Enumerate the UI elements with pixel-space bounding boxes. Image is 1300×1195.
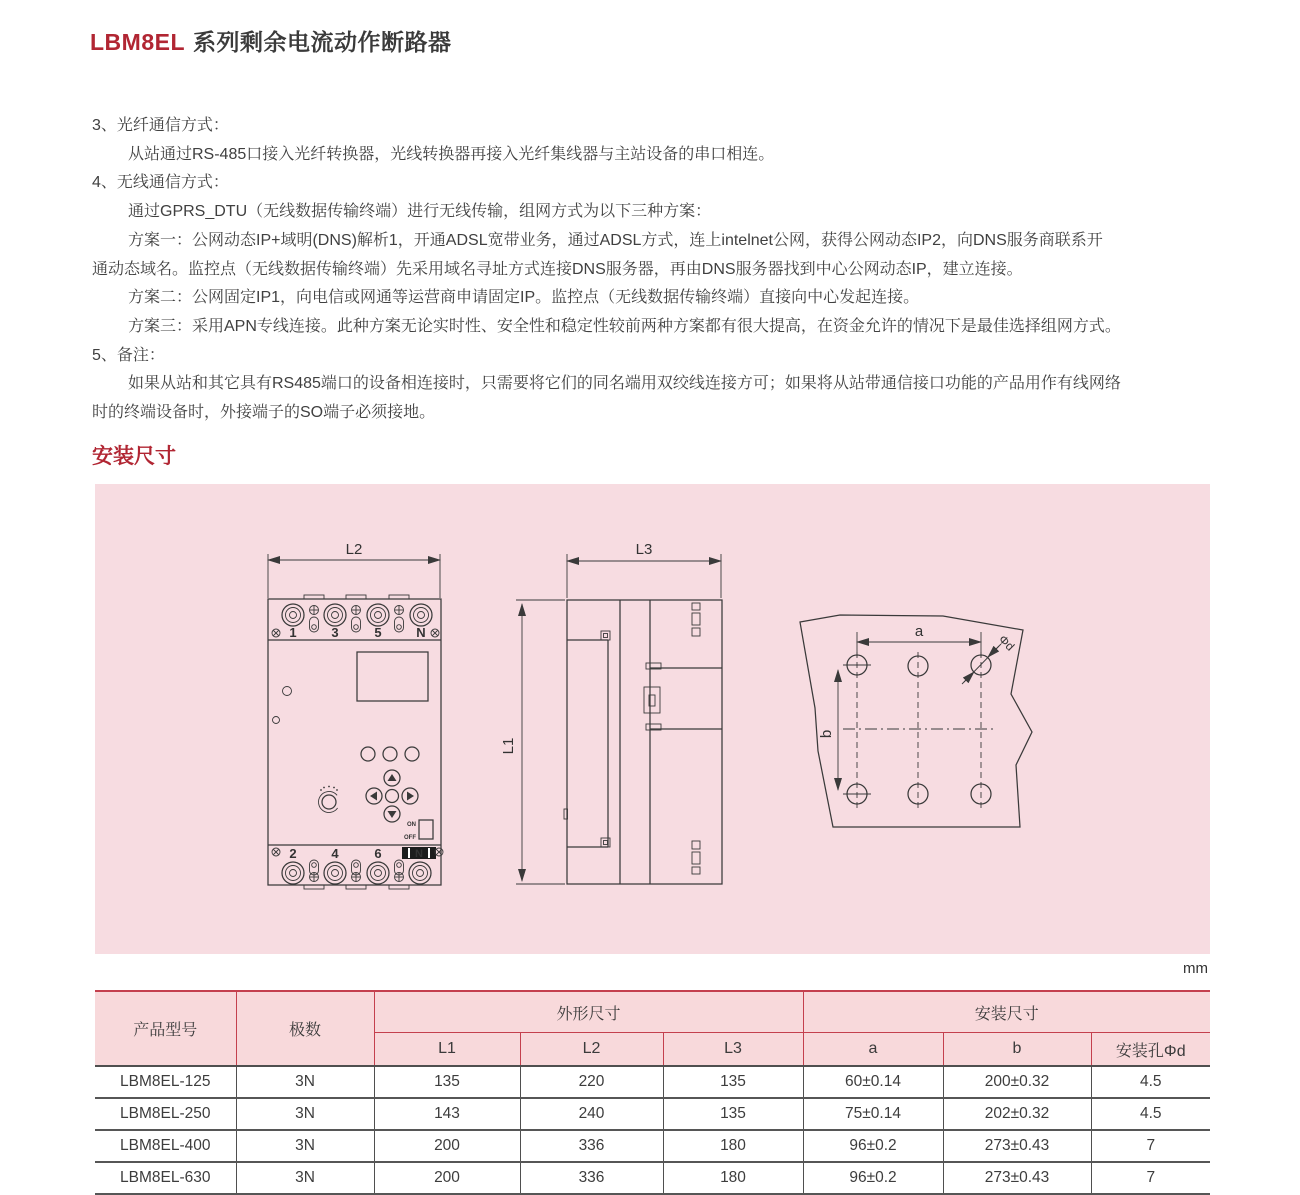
table-row <box>95 1066 1210 1098</box>
front-view-drawing <box>268 541 443 889</box>
body-text-line: 方案三：采用APN专线连接。此种方案无论实时性、安全性和稳定性较前两种方案都有很大提高，在资金允许的情况下是最佳选择组网方式。 <box>128 317 1121 335</box>
body-text-line: 3、光纤通信方式： <box>92 117 229 134</box>
section-heading-install-dimensions: 安装尺寸 <box>92 445 176 468</box>
dim-label-b: b <box>818 729 835 739</box>
cell-model: LBM8EL-630 <box>95 1162 236 1194</box>
cell-l1: 200 <box>374 1130 520 1162</box>
cell-b: 273±0.43 <box>943 1162 1091 1194</box>
cell-a: 60±0.14 <box>803 1066 943 1098</box>
cell-l1: 200 <box>374 1162 520 1194</box>
cell-a: 96±0.2 <box>803 1130 943 1162</box>
cell-poles: 3N <box>236 1130 374 1162</box>
cell-hole-d: 7 <box>1091 1162 1210 1194</box>
bottom-terminal-circles <box>282 862 431 884</box>
cell-b: 273±0.43 <box>943 1130 1091 1162</box>
terminal-label: 6 <box>374 846 382 861</box>
cell-l3: 180 <box>663 1130 803 1162</box>
col-header-hole-diameter: 安装孔Φd <box>1091 1033 1210 1067</box>
cell-a: 75±0.14 <box>803 1098 943 1130</box>
cell-l2: 240 <box>520 1098 663 1130</box>
cell-hole-d: 4.5 <box>1091 1066 1210 1098</box>
body-text-line: 通过GPRS_DTU（无线数据传输终端）进行无线传输，组网方式为以下三种方案： <box>128 203 712 221</box>
cell-l3: 135 <box>663 1066 803 1098</box>
cell-b: 202±0.32 <box>943 1098 1091 1130</box>
cell-hole-d: 7 <box>1091 1130 1210 1162</box>
top-terminal-circles <box>282 604 432 626</box>
body-text-line: 从站通过RS-485口接入光纤转换器，光线转换器再接入光纤集线器与主站设备的串口相连。 <box>128 145 775 163</box>
page-title <box>90 24 452 57</box>
cell-l3: 180 <box>663 1162 803 1194</box>
col-header-l3: L3 <box>663 1033 803 1067</box>
col-header-l1: L1 <box>374 1033 520 1067</box>
col-header-l2: L2 <box>520 1033 663 1067</box>
dimension-table <box>95 990 1210 1195</box>
cell-poles: 3N <box>236 1066 374 1098</box>
dim-label-hole-diameter: Φd <box>995 632 1018 654</box>
rotary-knob <box>314 786 343 817</box>
body-text-line: 方案二：公网固定IP1，向电信或网通等运营商申请固定IP。监控点（无线数据传输终端）直接向中心发起连接。 <box>128 289 920 307</box>
cell-model: LBM8EL-250 <box>95 1098 236 1130</box>
body-text-line: 方案一：公网动态IP+域明(DNS)解析1，开通ADSL宽带业务，通过ADSL方式，连上intelnet公网，获得公网动态IP2，向DNS服务商联系开 <box>128 231 1103 249</box>
switch-off-label: OFF <box>404 835 416 841</box>
terminal-label: 2 <box>289 846 297 861</box>
unit-label: mm <box>1183 960 1208 977</box>
cell-l3: 135 <box>663 1098 803 1130</box>
corner-screw-icon <box>272 629 439 637</box>
cell-a: 96±0.2 <box>803 1162 943 1194</box>
cell-l2: 336 <box>520 1130 663 1162</box>
cell-model: LBM8EL-125 <box>95 1066 236 1098</box>
dpad-buttons <box>366 770 418 822</box>
table-row <box>95 1098 1210 1130</box>
din-clip-icon <box>692 603 700 874</box>
body-text-line: 通动态域名。监控点（无线数据传输终端）先采用域名寻址方式连接DNS服务器，再由DNS服务器找到中心公网动态IP，建立连接。 <box>92 260 1023 278</box>
page-title-text: 系列剩余电流动作断路器 <box>193 29 452 55</box>
col-group-install-dimensions: 安装尺寸 <box>803 991 1210 1033</box>
dim-label-l2: L2 <box>345 541 363 558</box>
col-header-a: a <box>803 1033 943 1067</box>
body-text-line: 4、无线通信方式： <box>92 174 229 192</box>
top-terminal-screws <box>310 606 404 633</box>
body-text-line: 5、备注： <box>92 346 165 364</box>
terminal-label: 4 <box>331 846 339 861</box>
dim-label-l1: L1 <box>500 737 517 755</box>
body-text-line: 如果从站和其它具有RS485端口的设备相连接时，只需要将它们的同名端用双绞线连接方可；如果将从站带通信接口功能的产品用作有线网络 <box>128 375 1121 393</box>
cell-model: LBM8EL-400 <box>95 1130 236 1162</box>
col-header-model: 产品型号 <box>95 991 236 1066</box>
cell-poles: 3N <box>236 1098 374 1130</box>
col-group-outline-dimensions: 外形尺寸 <box>374 991 803 1033</box>
body-text-line: 时的终端设备时，外接端子的SO端子必须接地。 <box>92 404 436 422</box>
side-view-drawing <box>500 541 722 884</box>
terminal-label: N <box>416 625 426 640</box>
cell-l2: 336 <box>520 1162 663 1194</box>
switch-on-label: ON <box>407 822 416 828</box>
cell-hole-d: 4.5 <box>1091 1098 1210 1130</box>
display-window <box>357 652 428 701</box>
on-off-switch <box>404 820 433 841</box>
dimension-drawing-panel <box>95 484 1210 954</box>
cell-l1: 135 <box>374 1066 520 1098</box>
col-header-poles: 极数 <box>236 991 374 1066</box>
terminal-label: N <box>415 848 423 860</box>
terminal-label: 5 <box>374 625 382 640</box>
cell-l1: 143 <box>374 1098 520 1130</box>
cell-l2: 220 <box>520 1066 663 1098</box>
terminal-label: 3 <box>331 625 339 640</box>
col-header-b: b <box>943 1033 1091 1067</box>
communication-notes <box>92 112 1222 428</box>
dimension-drawings <box>95 484 1210 954</box>
indicator-leds <box>361 747 419 761</box>
product-series-code: LBM8EL <box>90 29 185 55</box>
terminal-label: 1 <box>289 625 297 640</box>
table-row <box>95 1162 1210 1194</box>
dim-label-l3: L3 <box>635 541 653 558</box>
table-row <box>95 1130 1210 1162</box>
neutral-badge <box>402 847 436 860</box>
mounting-holes <box>847 655 991 804</box>
mounting-plate-drawing <box>800 615 1032 827</box>
cell-poles: 3N <box>236 1162 374 1194</box>
dim-label-a: a <box>914 623 924 640</box>
cell-b: 200±0.32 <box>943 1066 1091 1098</box>
